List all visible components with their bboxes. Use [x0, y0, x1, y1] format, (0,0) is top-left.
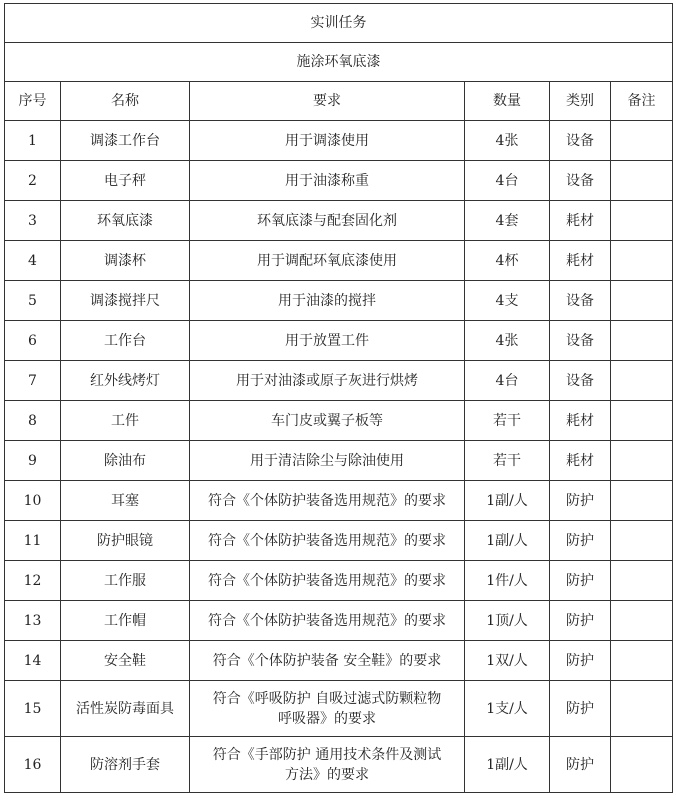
table-row	[5, 281, 673, 321]
cell-note	[611, 121, 673, 161]
table-row	[5, 681, 673, 737]
cell-name: 工作帽	[61, 601, 190, 641]
table-row	[5, 521, 673, 561]
cell-note	[611, 481, 673, 521]
cell-no: 11	[5, 521, 61, 561]
cell-note	[611, 201, 673, 241]
cell-name: 红外线烤灯	[61, 361, 190, 401]
cell-cat: 防护	[550, 737, 611, 793]
table-row	[5, 441, 673, 481]
cell-name: 活性炭防毒面具	[61, 681, 190, 737]
cell-cat: 耗材	[550, 401, 611, 441]
cell-note	[611, 681, 673, 737]
cell-req: 用于对油漆或原子灰进行烘烤	[190, 361, 465, 401]
cell-no: 16	[5, 737, 61, 793]
cell-req: 用于调漆使用	[190, 121, 465, 161]
cell-req: 用于油漆称重	[190, 161, 465, 201]
cell-req-line: 符合《手部防护 通用技术条件及测试	[212, 746, 442, 763]
cell-cat: 设备	[550, 321, 611, 361]
cell-qty: 1副/人	[465, 521, 550, 561]
cell-req: 符合《个体防护装备 安全鞋》的要求	[190, 641, 465, 681]
cell-qty: 4杯	[465, 241, 550, 281]
cell-req: 符合《个体防护装备选用规范》的要求	[190, 601, 465, 641]
cell-note	[611, 641, 673, 681]
cell-req: 用于放置工件	[190, 321, 465, 361]
cell-req: 符合《个体防护装备选用规范》的要求	[190, 481, 465, 521]
cell-qty: 若干	[465, 401, 550, 441]
cell-note	[611, 281, 673, 321]
cell-cat: 防护	[550, 681, 611, 737]
cell-name: 工作服	[61, 561, 190, 601]
cell-cat: 耗材	[550, 441, 611, 481]
cell-req-line: 符合《呼吸防护 自吸过滤式防颗粒物	[212, 690, 442, 707]
cell-req: 用于油漆的搅拌	[190, 281, 465, 321]
cell-no: 13	[5, 601, 61, 641]
cell-qty: 1顶/人	[465, 601, 550, 641]
cell-no: 12	[5, 561, 61, 601]
cell-name: 防护眼镜	[61, 521, 190, 561]
cell-name: 电子秤	[61, 161, 190, 201]
cell-note	[611, 161, 673, 201]
cell-name: 调漆工作台	[61, 121, 190, 161]
cell-name: 防溶剂手套	[61, 737, 190, 793]
header-row	[5, 82, 673, 121]
cell-note	[611, 241, 673, 281]
cell-req: 车门皮或翼子板等	[190, 401, 465, 441]
col-header-no: 序号	[5, 82, 61, 121]
cell-no: 7	[5, 361, 61, 401]
cell-note	[611, 441, 673, 481]
col-header-qty: 数量	[465, 82, 550, 121]
cell-no: 3	[5, 201, 61, 241]
table-row	[5, 161, 673, 201]
cell-qty: 4套	[465, 201, 550, 241]
cell-req: 符合《个体防护装备选用规范》的要求	[190, 561, 465, 601]
table-row	[5, 121, 673, 161]
cell-no: 9	[5, 441, 61, 481]
cell-req: 符合《个体防护装备选用规范》的要求	[190, 521, 465, 561]
cell-name: 工作台	[61, 321, 190, 361]
table-row	[5, 321, 673, 361]
cell-req-line: 呼吸器》的要求	[278, 710, 376, 727]
cell-cat: 设备	[550, 161, 611, 201]
cell-name: 耳塞	[61, 481, 190, 521]
cell-req-line: 方法》的要求	[285, 766, 369, 783]
cell-note	[611, 361, 673, 401]
cell-cat: 耗材	[550, 201, 611, 241]
table-subtitle: 施涂环氧底漆	[5, 43, 673, 82]
cell-cat: 防护	[550, 601, 611, 641]
cell-no: 15	[5, 681, 61, 737]
cell-cat: 耗材	[550, 241, 611, 281]
col-header-req: 要求	[190, 82, 465, 121]
cell-qty: 4张	[465, 321, 550, 361]
cell-cat: 设备	[550, 281, 611, 321]
cell-no: 10	[5, 481, 61, 521]
table-row	[5, 737, 673, 793]
cell-cat: 防护	[550, 521, 611, 561]
col-header-cat: 类别	[550, 82, 611, 121]
col-header-name: 名称	[61, 82, 190, 121]
cell-no: 5	[5, 281, 61, 321]
table-row	[5, 561, 673, 601]
cell-req	[190, 737, 465, 793]
cell-no: 1	[5, 121, 61, 161]
table-row	[5, 601, 673, 641]
cell-req: 用于清洁除尘与除油使用	[190, 441, 465, 481]
cell-note	[611, 561, 673, 601]
cell-note	[611, 401, 673, 441]
cell-name: 除油布	[61, 441, 190, 481]
cell-req: 用于调配环氧底漆使用	[190, 241, 465, 281]
cell-qty: 4台	[465, 161, 550, 201]
cell-qty: 4张	[465, 121, 550, 161]
cell-cat: 设备	[550, 121, 611, 161]
cell-qty: 4台	[465, 361, 550, 401]
cell-note	[611, 521, 673, 561]
cell-name: 安全鞋	[61, 641, 190, 681]
cell-req: 环氧底漆与配套固化剂	[190, 201, 465, 241]
cell-qty: 若干	[465, 441, 550, 481]
table-row	[5, 361, 673, 401]
cell-name: 环氧底漆	[61, 201, 190, 241]
cell-qty: 4支	[465, 281, 550, 321]
table-row	[5, 641, 673, 681]
table-row	[5, 401, 673, 441]
cell-note	[611, 321, 673, 361]
cell-no: 4	[5, 241, 61, 281]
table-row	[5, 241, 673, 281]
cell-req	[190, 681, 465, 737]
cell-no: 14	[5, 641, 61, 681]
table-title: 实训任务	[5, 4, 673, 43]
cell-qty: 1副/人	[465, 481, 550, 521]
cell-no: 6	[5, 321, 61, 361]
cell-qty: 1件/人	[465, 561, 550, 601]
table-row	[5, 201, 673, 241]
col-header-note: 备注	[611, 82, 673, 121]
cell-qty: 1副/人	[465, 737, 550, 793]
cell-name: 调漆搅拌尺	[61, 281, 190, 321]
cell-cat: 防护	[550, 481, 611, 521]
cell-note	[611, 601, 673, 641]
table-row	[5, 481, 673, 521]
cell-note	[611, 737, 673, 793]
cell-qty: 1双/人	[465, 641, 550, 681]
cell-no: 8	[5, 401, 61, 441]
cell-cat: 防护	[550, 561, 611, 601]
cell-no: 2	[5, 161, 61, 201]
cell-name: 调漆杯	[61, 241, 190, 281]
cell-qty: 1支/人	[465, 681, 550, 737]
cell-cat: 设备	[550, 361, 611, 401]
cell-name: 工件	[61, 401, 190, 441]
cell-cat: 防护	[550, 641, 611, 681]
task-table	[4, 3, 673, 793]
